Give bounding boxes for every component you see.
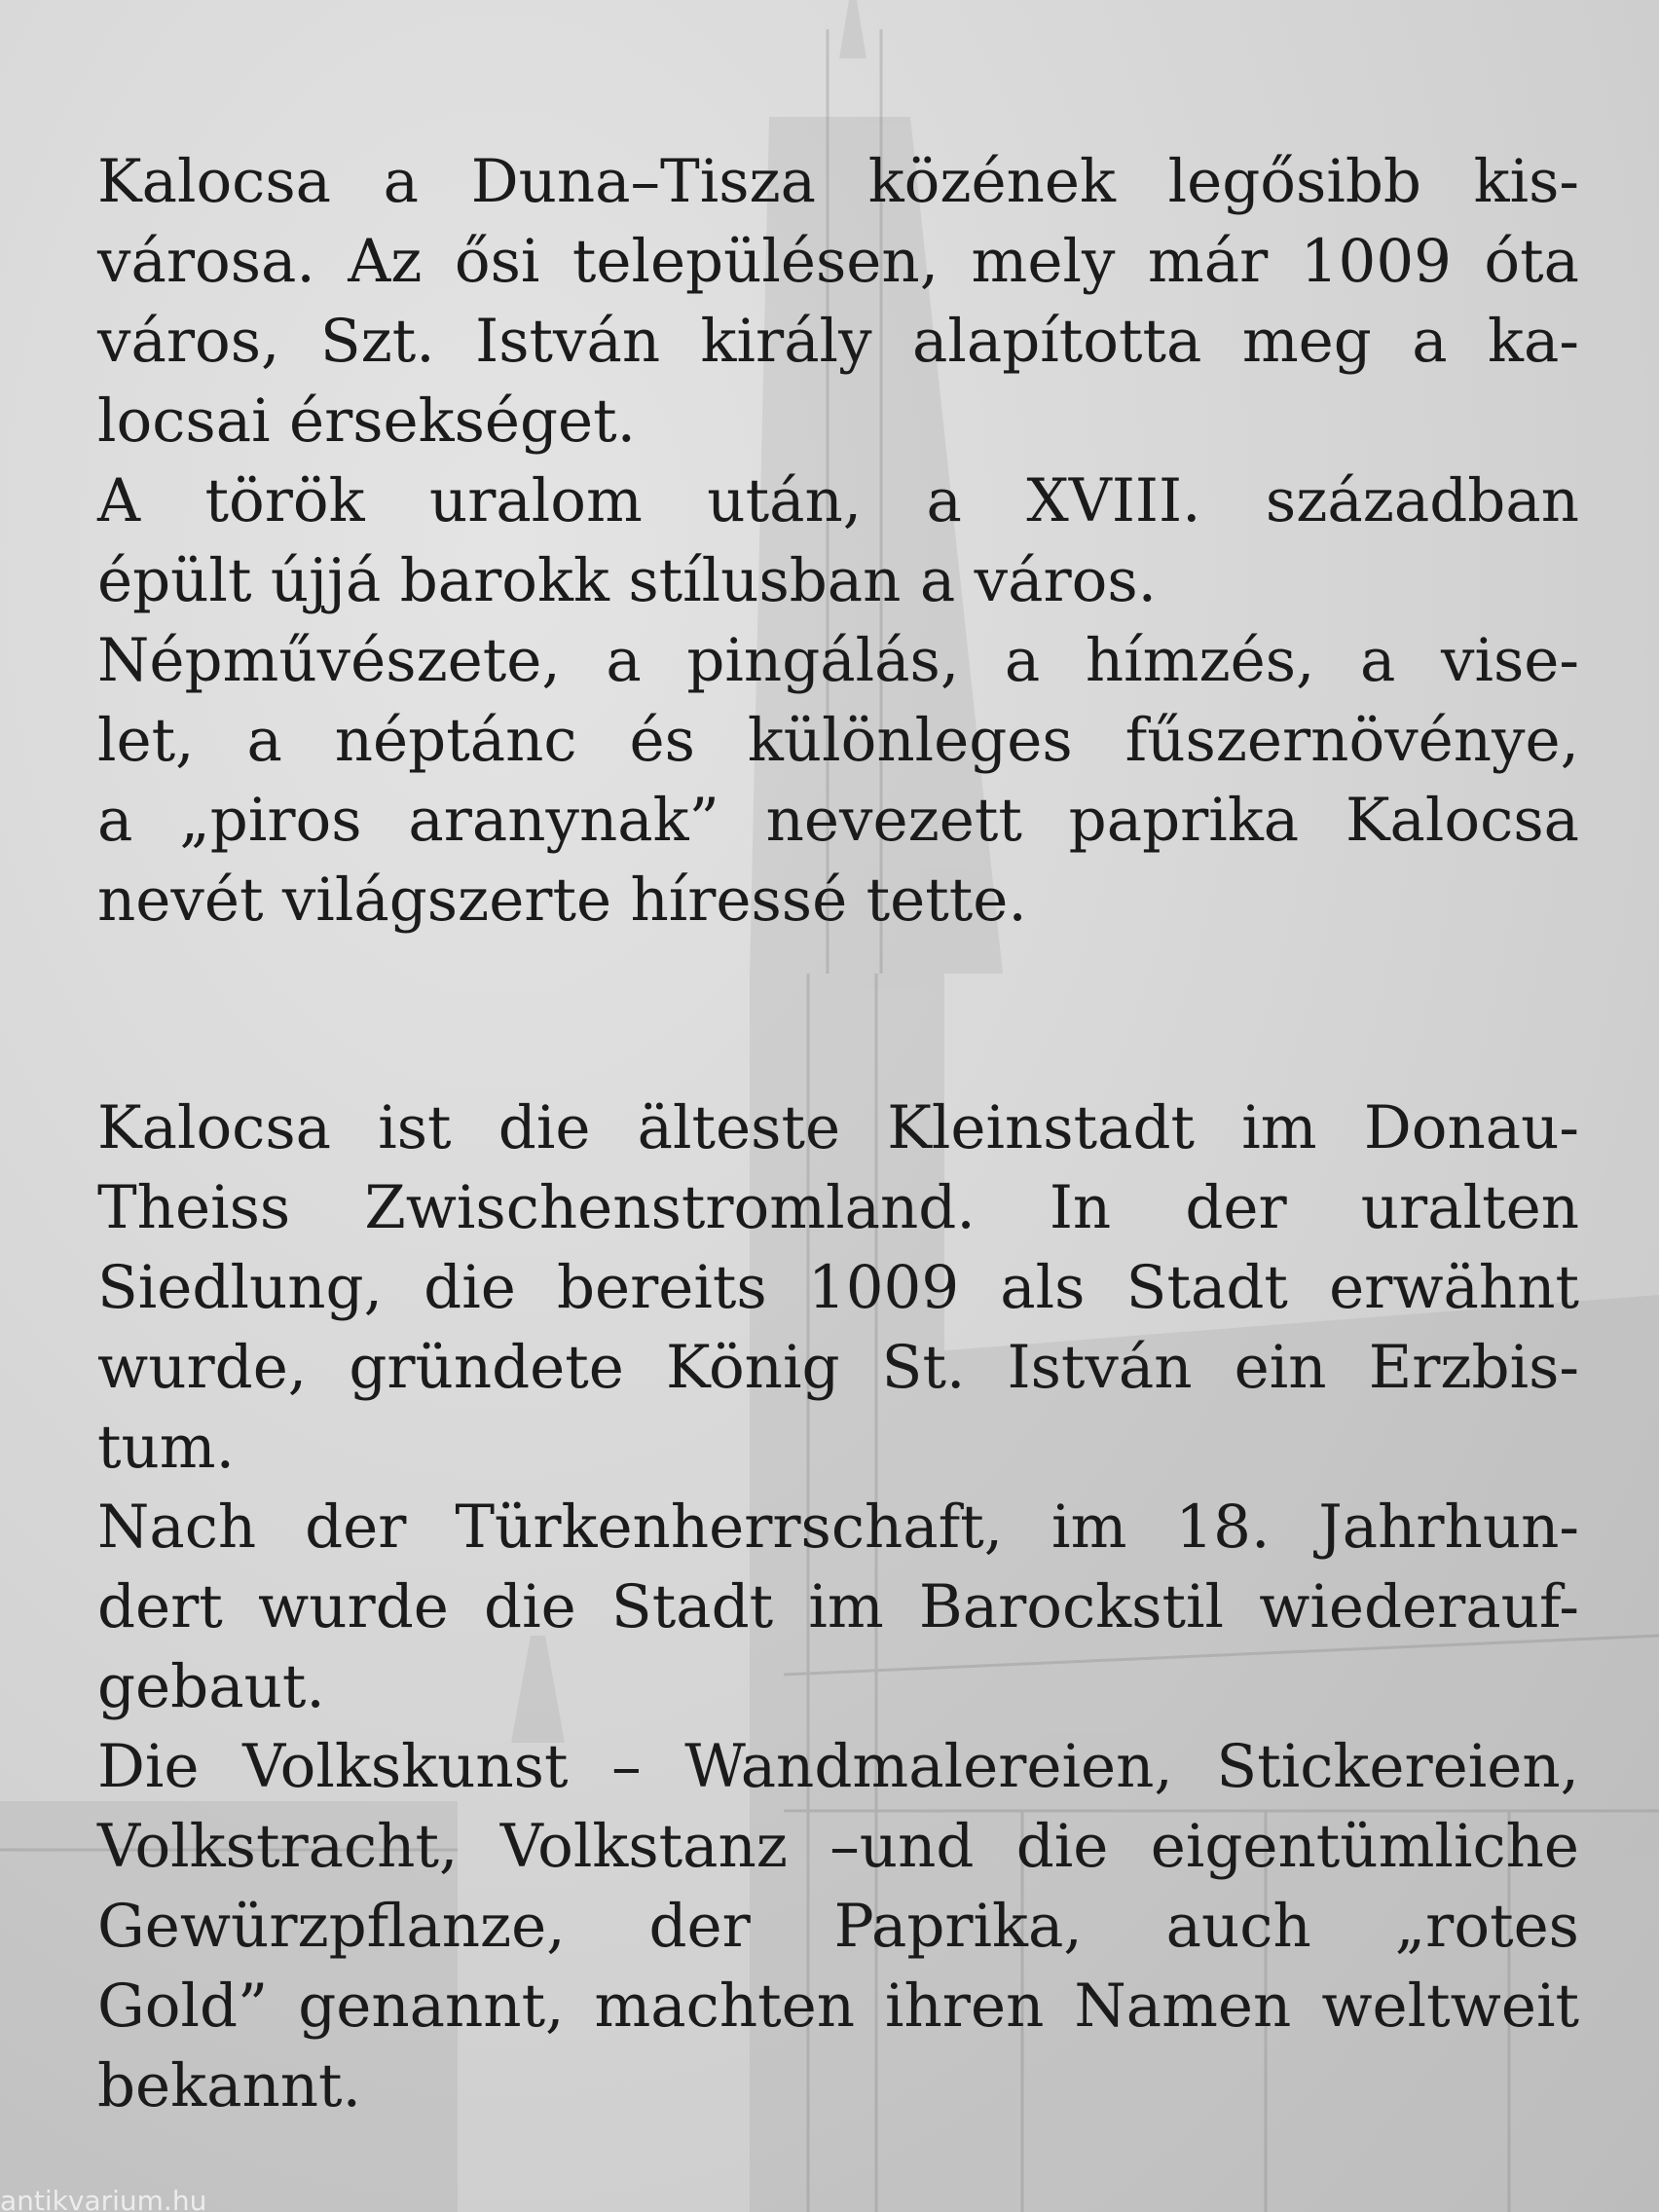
- hungarian-paragraph-3: [97, 621, 1579, 940]
- hungarian-paragraph-2: [97, 461, 1579, 621]
- text-line: Gewürzpflanze, der Paprika, auch „rotes: [97, 1892, 1579, 1961]
- german-paragraph-3: [97, 1727, 1579, 2126]
- text-line: nevét világszerte híressé tette.: [97, 866, 1027, 935]
- text-line: A török uralom után, a XVIII. században: [97, 466, 1579, 535]
- text-line: bekannt.: [97, 2051, 361, 2120]
- text-line: Siedlung, die bereits 1009 als Stadt erwähnt: [97, 1253, 1579, 1322]
- german-paragraph-1: [97, 1088, 1579, 1488]
- text-line: gebaut.: [97, 1652, 325, 1721]
- hungarian-text-block: [97, 142, 1579, 940]
- text-line: a „piros aranynak” nevezett paprika Kalocsa: [97, 786, 1579, 855]
- text-line: város, Szt. István király alapította meg a ka-: [97, 307, 1579, 376]
- text-line: épült újjá barokk stílusban a város.: [97, 546, 1158, 615]
- text-line: locsai érsekséget.: [97, 387, 637, 456]
- text-line: Die Volkskunst – Wandmalereien, Stickereien,: [97, 1732, 1579, 1801]
- text-line: let, a néptánc és különleges fűszernövénye,: [97, 706, 1579, 775]
- german-text-block: [97, 1088, 1579, 2126]
- text-line: Népművészete, a pingálás, a hímzés, a vise-: [97, 626, 1579, 695]
- text-line: dert wurde die Stadt im Barockstil wiederauf-: [97, 1572, 1579, 1641]
- text-line: Gold” genannt, machten ihren Namen weltweit: [97, 1972, 1579, 2041]
- text-line: Nach der Türkenherrschaft, im 18. Jahrhun-: [97, 1493, 1579, 1562]
- text-line: tum.: [97, 1413, 236, 1482]
- text-line: Kalocsa ist die älteste Kleinstadt im Donau-: [97, 1093, 1579, 1162]
- hungarian-paragraph-1: [97, 142, 1579, 461]
- text-line: wurde, gründete König St. István ein Erzbis-: [97, 1333, 1579, 1402]
- watermark-text: antikvarium.hu: [0, 2185, 207, 2212]
- text-line: Kalocsa a Duna–Tisza közének legősibb kis-: [97, 147, 1579, 216]
- spire-top: [839, 0, 866, 58]
- german-paragraph-2: [97, 1488, 1579, 1727]
- text-line: Volkstracht, Volkstanz –und die eigentümliche: [97, 1812, 1579, 1881]
- text-line: városa. Az ősi településen, mely már 1009 óta: [97, 227, 1579, 296]
- text-line: Theiss Zwischenstromland. In der uralten: [97, 1173, 1579, 1242]
